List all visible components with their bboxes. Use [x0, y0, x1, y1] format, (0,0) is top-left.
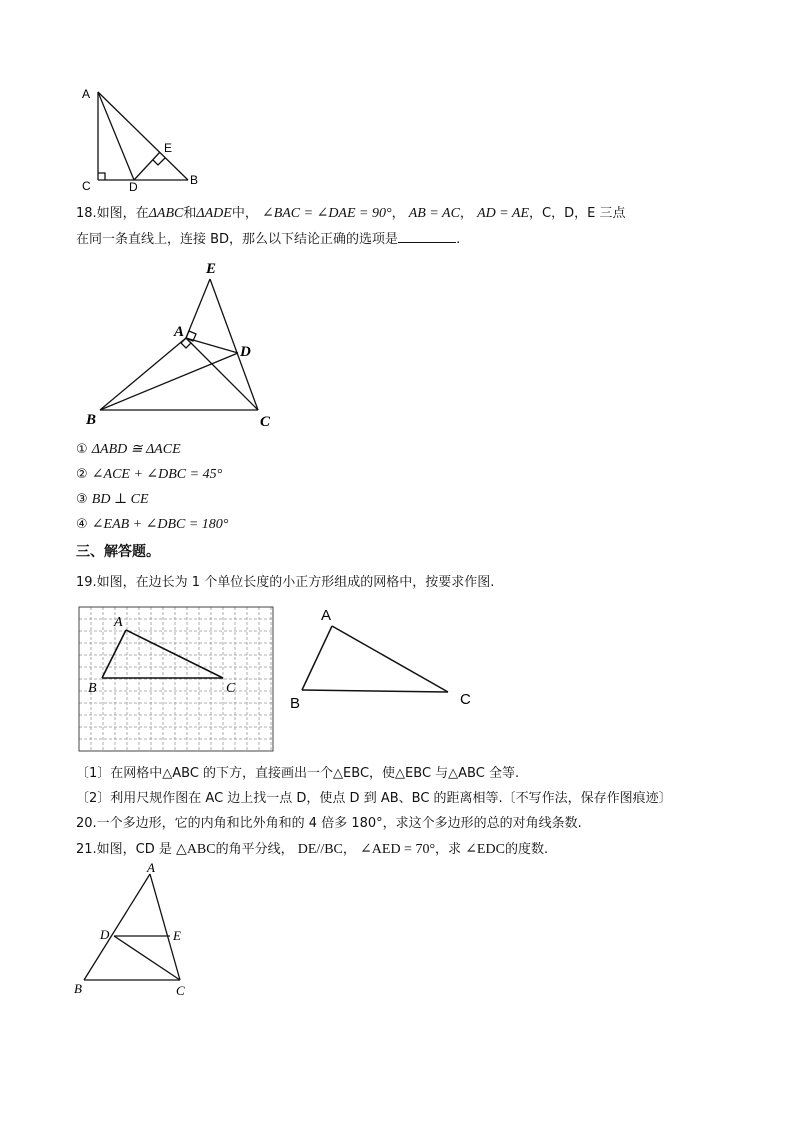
fig19b-side-ab — [302, 626, 332, 690]
q18-tail: ，C，D，E 三点 — [529, 206, 626, 221]
q18-tri2: ΔADE — [196, 206, 232, 221]
fig19b-side-bc — [302, 690, 448, 692]
fig21-label-b: B — [74, 981, 82, 996]
option-3 — [76, 491, 149, 509]
q20-text: 20.一个多边形，它的内角和比外角和的 4 倍多 180°，求这个多边形的总的对角线条数. — [76, 816, 582, 831]
option-1-num: ① — [76, 442, 88, 457]
q19-part2: 〔2〕利用尺规作图在 AC 边上找一点 D，使点 D 到 AB、BC 的距离相等.〔不写作法，保存作图痕迹〕 — [76, 791, 672, 806]
q18-ab-ac: AB = AC — [408, 206, 460, 221]
q21-target: ∠EDC — [465, 842, 505, 857]
fig18-label-d: D — [240, 344, 251, 360]
grid-lines — [79, 607, 273, 751]
fig21-label-e: E — [173, 928, 181, 943]
q21-prefix: 21.如图，CD 是 — [76, 842, 172, 857]
fig18-label-c: C — [260, 414, 271, 430]
option-2-num: ② — [76, 467, 88, 482]
q21-angle: ∠AED = 70° — [360, 842, 436, 857]
q18-sep2: ， — [459, 206, 473, 221]
fig19a-side-ac — [126, 630, 223, 678]
option-2 — [76, 466, 222, 484]
q18-prefix: 18.如图，在 — [76, 206, 149, 221]
fig19a-side-ab — [102, 630, 126, 678]
q18-sep1: ， — [391, 206, 405, 221]
fig21-label-c: C — [176, 983, 185, 998]
q18-and: 和 — [183, 206, 197, 221]
fig17-segment-de — [134, 152, 160, 180]
q21-t3: ，求 — [435, 842, 462, 857]
fig21-side-ac — [150, 874, 180, 980]
figure-q19-triangle — [284, 600, 484, 716]
q19-part1: 〔1〕在网格中△ABC 的下方，直接画出一个△EBC，使△EBC 与△ABC 全等. — [76, 766, 520, 781]
figure-q17 — [76, 80, 206, 192]
option-2-text: ∠ACE + ∠DBC = 45° — [91, 467, 223, 482]
fig17-right-angle-c — [98, 173, 105, 180]
fig17-label-c: C — [82, 179, 91, 192]
fig17-label-d: D — [129, 180, 138, 192]
fig17-segment-ad — [98, 92, 134, 180]
option-1-text: ΔABD ≅ ΔACE — [91, 442, 181, 457]
q18-mid: 中， — [231, 206, 258, 221]
q18-line1 — [76, 205, 625, 223]
option-4-text: ∠EAB + ∠DBC = 180° — [91, 517, 229, 532]
option-3-num: ③ — [76, 492, 88, 507]
fig18-label-b: B — [86, 412, 97, 428]
option-4 — [76, 516, 228, 534]
option-1 — [76, 441, 181, 459]
fig21-label-a: A — [147, 862, 155, 875]
fig17-right-angle-e — [153, 158, 165, 165]
fig18-segment-bd — [100, 353, 238, 410]
q21-text — [76, 841, 548, 859]
fig19b-side-ac — [332, 626, 448, 692]
fig18-label-e: E — [206, 261, 217, 277]
q21-t4: 的度数. — [504, 842, 549, 857]
q18-line2-text: 在同一条直线上，连接 BD，那么以下结论正确的选项是 — [76, 232, 399, 247]
section-3-heading: 三、解答题。 — [76, 544, 160, 560]
fig19a-label-c: C — [226, 681, 236, 696]
q18-end: . — [456, 232, 461, 247]
q21-parallel: DE//BC — [297, 842, 343, 857]
q19-stem: 19.如图，在边长为 1 个单位长度的小正方形组成的网格中，按要求作图. — [76, 575, 495, 590]
fig18-side-ea — [186, 279, 210, 338]
fig18-label-a: A — [174, 324, 185, 340]
fig17-label-b: B — [190, 173, 199, 187]
figure-q19-grid — [78, 606, 274, 752]
q18-answer-blank[interactable] — [398, 230, 456, 243]
figure-q18 — [80, 256, 280, 434]
fig17-label-e: E — [164, 141, 173, 155]
fig18-side-ab — [100, 338, 186, 410]
fig17-side-ab — [98, 92, 188, 180]
q18-tri1: ΔABC — [148, 206, 184, 221]
option-4-num: ④ — [76, 517, 88, 532]
fig21-segment-dc — [114, 936, 180, 980]
fig21-side-ab — [84, 874, 150, 980]
q18-ad-ae: AD = AE — [477, 206, 530, 221]
q21-tri: △ABC — [176, 842, 216, 857]
fig19a-label-a: A — [114, 615, 123, 630]
option-3-text: BD ⊥ CE — [91, 492, 149, 507]
fig19b-label-b: B — [290, 695, 301, 712]
figure-q21 — [70, 862, 200, 1002]
fig17-label-a: A — [82, 87, 91, 101]
fig19a-label-b: B — [88, 681, 97, 696]
q18-angles: ∠BAC = ∠DAE = 90° — [261, 206, 392, 221]
fig19b-label-a: A — [321, 607, 332, 624]
q21-t2: ， — [342, 842, 356, 857]
fig21-label-d: D — [100, 927, 110, 942]
q21-t1: 的角平分线， — [215, 842, 294, 857]
fig19b-label-c: C — [460, 691, 471, 708]
q18-line2 — [76, 230, 460, 249]
